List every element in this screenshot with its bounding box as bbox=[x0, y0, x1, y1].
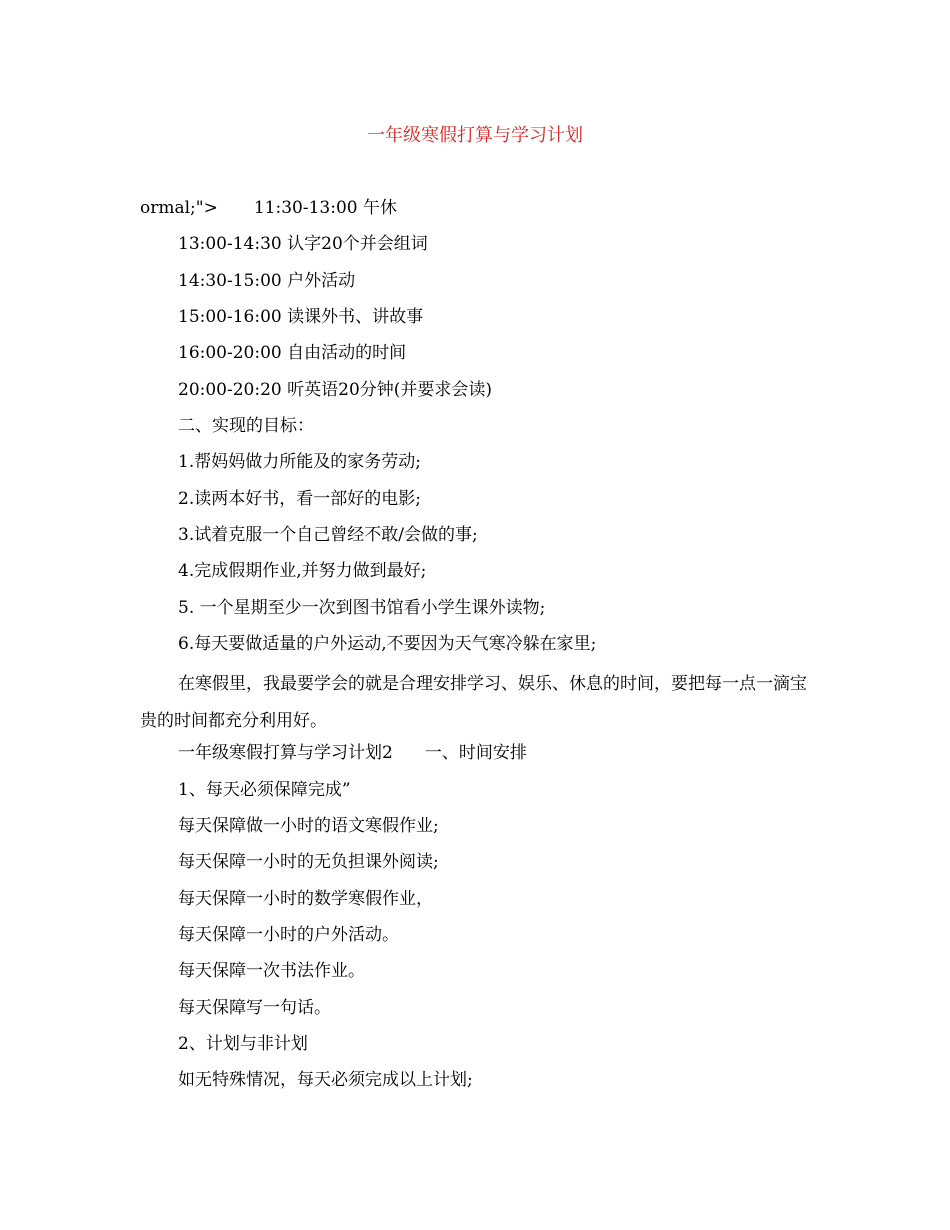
section-heading bbox=[140, 739, 820, 775]
list-item: 1、每天必须保障完成” bbox=[178, 779, 351, 800]
list-item: 3.试着克服一个自己曾经不敢/会做的事; bbox=[178, 525, 478, 546]
list-item: 1.帮妈妈做力所能及的家务劳动; bbox=[178, 452, 421, 473]
list-item: 每天保障一小时的户外活动。 bbox=[178, 924, 399, 945]
list-item: 5. 一个星期至少一次到图书馆看小学生课外读物; bbox=[178, 597, 546, 618]
paragraph-line: 20:00-20:20 听英语20分钟(并要求会读) bbox=[178, 379, 493, 400]
list-item: 每天保障一小时的无负担课外阅读; bbox=[178, 852, 439, 873]
list-item: 如无特殊情况，每天必须完成以上计划; bbox=[178, 1070, 473, 1091]
list-item: 每天保障一次书法作业。 bbox=[178, 961, 365, 982]
section-heading: 二、实现的目标： bbox=[178, 416, 314, 437]
document-title: 一年级寒假打算与学习计划 bbox=[367, 125, 583, 146]
paragraph-text: 11:30-13:00 午休 bbox=[253, 198, 397, 218]
paragraph-line: 15:00-16:00 读课外书、讲故事 bbox=[178, 307, 424, 328]
list-item: 4.完成假期作业,并努力做到最好; bbox=[178, 561, 427, 582]
paragraph-line bbox=[140, 194, 820, 230]
list-item: 每天保障做一小时的语文寒假作业; bbox=[178, 815, 439, 836]
paragraph-text: 在寒假里，我最要学会的就是合理安排学习、娱乐、休息的时间，要把每一点一滴宝贵的时间都充分利用好。 bbox=[140, 674, 807, 731]
paragraph-line: 16:00-20:00 自由活动的时间 bbox=[178, 343, 407, 364]
list-item: 每天保障一小时的数学寒假作业， bbox=[178, 888, 433, 909]
stray-markup-fragment: ormal;"> bbox=[140, 198, 218, 218]
document-body bbox=[140, 194, 820, 1103]
list-item: 2.读两本好书，看一部好的电影; bbox=[178, 488, 421, 509]
list-item: 每天保障写一句话。 bbox=[178, 997, 331, 1018]
list-item: 6.每天要做适量的户外运动,不要因为天气寒冷躲在家里; bbox=[178, 634, 597, 655]
section-subtitle: 一、时间安排 bbox=[424, 743, 527, 764]
paragraph-line: 13:00-14:30 认字20个并会组词 bbox=[178, 234, 428, 255]
section-title: 一年级寒假打算与学习计划2 bbox=[178, 743, 393, 764]
paragraph-line: 14:30-15:00 户外活动 bbox=[178, 270, 356, 291]
list-item: 2、计划与非计划 bbox=[178, 1033, 308, 1054]
